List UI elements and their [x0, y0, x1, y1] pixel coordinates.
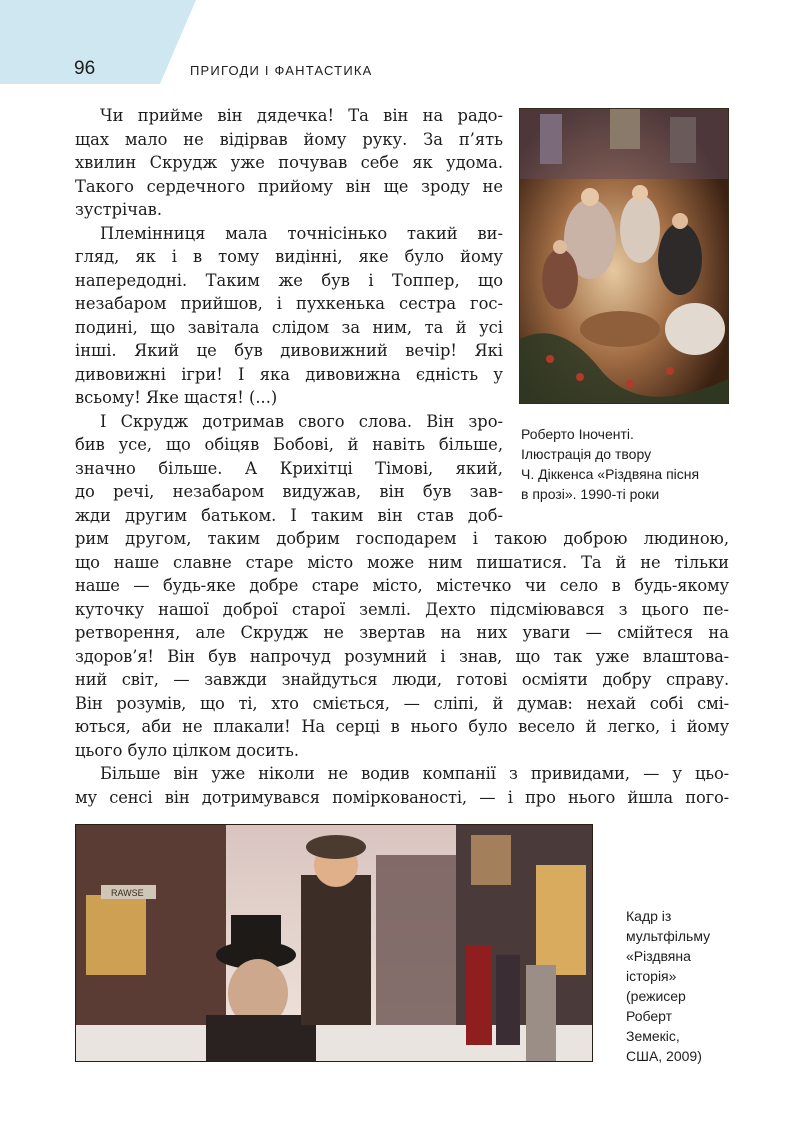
- text-line: рим другом, таким добрим господарем і такою доброю людиною,: [75, 529, 729, 548]
- caption-line: історія»: [626, 968, 677, 984]
- text-line: щах мало не відірвав йому руку. За п’ять: [75, 129, 503, 149]
- caption-line: Роберт: [626, 1008, 673, 1024]
- text-line: що наше славне старе місто може ним пишатися. Та й не тільки: [75, 552, 729, 572]
- text-line: Чи прийме він дядечка! Та він на радо-: [100, 106, 503, 125]
- text-line: здоров’я! Він був напрочуд розумний і знав, що так уже влаштова-: [75, 646, 729, 666]
- text-line: зустрічав.: [75, 200, 163, 219]
- caption-line: Ілюстрація до твору: [521, 446, 652, 462]
- text-line: всьому! Яке щастя! (...): [75, 388, 278, 407]
- text-column-full: [75, 527, 729, 809]
- text-line: значно більше. А Крихітці Тімові, який,: [75, 458, 503, 478]
- caption-line: «Різдвяна: [626, 948, 691, 964]
- text-line: наше — будь-яке добре старе місто, містечко чи село в будь-якому: [75, 576, 729, 595]
- text-line: жди другим батьком. І таким він став доб-: [75, 505, 503, 525]
- section-title: ПРИГОДИ І ФАНТАСТИКА: [190, 63, 373, 78]
- text-line: напередодні. Таким же був і Топпер, що: [75, 270, 503, 290]
- text-line: Він розумів, що ті, хто сміється, — сліпі, й думав: нехай собі смі-: [75, 693, 729, 713]
- caption-line: (режисер: [626, 988, 686, 1004]
- text-column-narrow: [75, 104, 503, 527]
- text-line: незабаром прийшов, і пухкенька сестра гос-: [75, 294, 503, 313]
- text-line: бив усе, що обіцяв Бобові, й навіть більше,: [75, 435, 503, 454]
- text-line: до речі, незабаром видужав, він був зав-: [75, 482, 503, 501]
- text-line: подині, що завітала слідом за ним, та й усі: [75, 317, 503, 337]
- party-illustration: [519, 108, 729, 404]
- text-line: інші. Який це був дивовижний вечір! Які: [75, 341, 503, 360]
- corner-tab: [0, 0, 196, 84]
- text-line: ються, аби не плакали! На серці в нього було весело й легко, і йому: [75, 717, 729, 736]
- caption-line: мультфільму: [626, 928, 711, 944]
- text-line: гляд, як і в тому видінні, яке було йому: [75, 247, 503, 266]
- caption-line: Роберто Іноченті.: [521, 426, 634, 442]
- caption-line: в прозі». 1990-ті роки: [521, 486, 660, 502]
- film-still-image: [75, 824, 593, 1062]
- text-line: хвилин Скрудж уже почував себе як удома.: [75, 153, 503, 172]
- text-line: куточку нашої доброї старої землі. Дехто підсміювався з цього пе-: [75, 599, 729, 619]
- caption-line: США, 2009): [626, 1048, 702, 1064]
- text-line: му сенсі він дотримувався поміркованості, — і про нього йшла пого-: [75, 787, 729, 807]
- text-line: Племінниця мала точнісінько такий ви-: [100, 223, 503, 243]
- film-still-artwork: [76, 825, 592, 1061]
- text-line: І Скрудж дотримав свого слова. Він зро-: [100, 411, 503, 431]
- text-line: Такого сердечного прийому він ще зроду не: [75, 176, 503, 196]
- shop-sign-text: RAWSE: [111, 888, 144, 898]
- page-number: 96: [74, 58, 96, 79]
- caption-line: Ч. Діккенса «Різдвяна пісня: [521, 466, 700, 482]
- text-line: ний світ, — завжди знайдуться люди, готові осміяти добру справу.: [75, 670, 729, 689]
- text-line: ретворення, але Скрудж не звертав на них уваги — смійтеся на: [75, 623, 729, 642]
- text-line: цього було цілком досить.: [75, 740, 300, 760]
- caption-line: Кадр із: [626, 908, 672, 924]
- text-line: Більше він уже ніколи не водив компанії з привидами, — у цьо-: [100, 764, 729, 783]
- illustration-caption: [521, 424, 736, 504]
- film-caption: [626, 906, 736, 1066]
- party-illustration-artwork: [520, 109, 728, 403]
- text-line: дивовижні ігри! І яка дивовижна єдність у: [75, 364, 503, 384]
- caption-line: Земекіс,: [626, 1028, 680, 1044]
